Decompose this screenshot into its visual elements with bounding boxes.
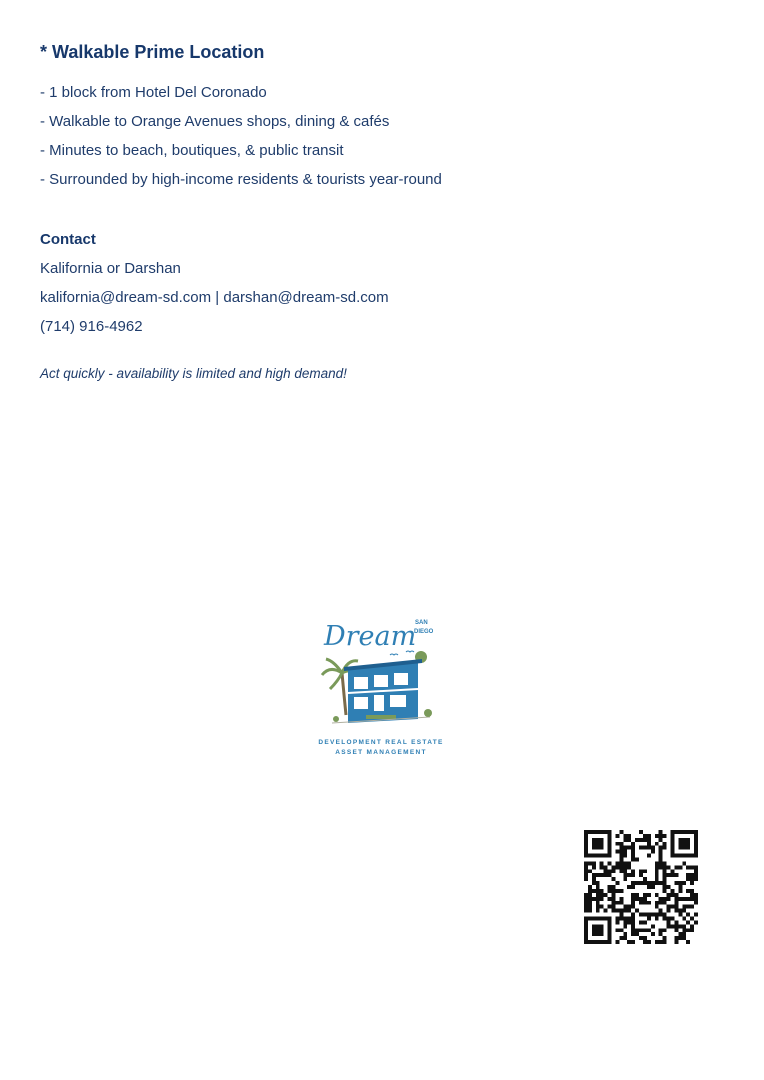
contact-emails[interactable]: kalifornia@dream-sd.com | darshan@dream-sd.com: [40, 289, 389, 306]
list-item: - Minutes to beach, boutiques, & public transit: [40, 142, 344, 159]
building-icon: [344, 659, 422, 723]
qr-code[interactable]: [584, 830, 698, 944]
logo-tagline-1: DEVELOPMENT REAL ESTATE: [318, 739, 444, 746]
location-heading: * Walkable Prime Location: [40, 42, 265, 62]
logo-city-line1: SAN: [415, 620, 428, 626]
shrub-icon: [333, 716, 339, 722]
logo-city-line2: DIEGO: [414, 629, 434, 635]
list-item: - 1 block from Hotel Del Coronado: [40, 84, 267, 101]
urgency-note: Act quickly - availability is limited and high demand!: [40, 366, 347, 381]
contact-heading: Contact: [40, 231, 96, 248]
contact-phone[interactable]: (714) 916-4962: [40, 318, 143, 335]
bird-icon: [390, 654, 398, 655]
list-item: - Surrounded by high-income residents & tourists year-round: [40, 171, 442, 188]
logo-wordmark: Dream: [324, 621, 417, 652]
contact-names: Kalifornia or Darshan: [40, 260, 181, 277]
company-logo: [318, 615, 444, 760]
logo-tagline-2: ASSET MANAGEMENT: [335, 749, 427, 756]
list-item: - Walkable to Orange Avenues shops, dining & cafés: [40, 113, 390, 130]
location-bullet-list: [40, 78, 442, 194]
logo-illustration: [318, 615, 444, 735]
shrub-icon: [424, 709, 432, 717]
